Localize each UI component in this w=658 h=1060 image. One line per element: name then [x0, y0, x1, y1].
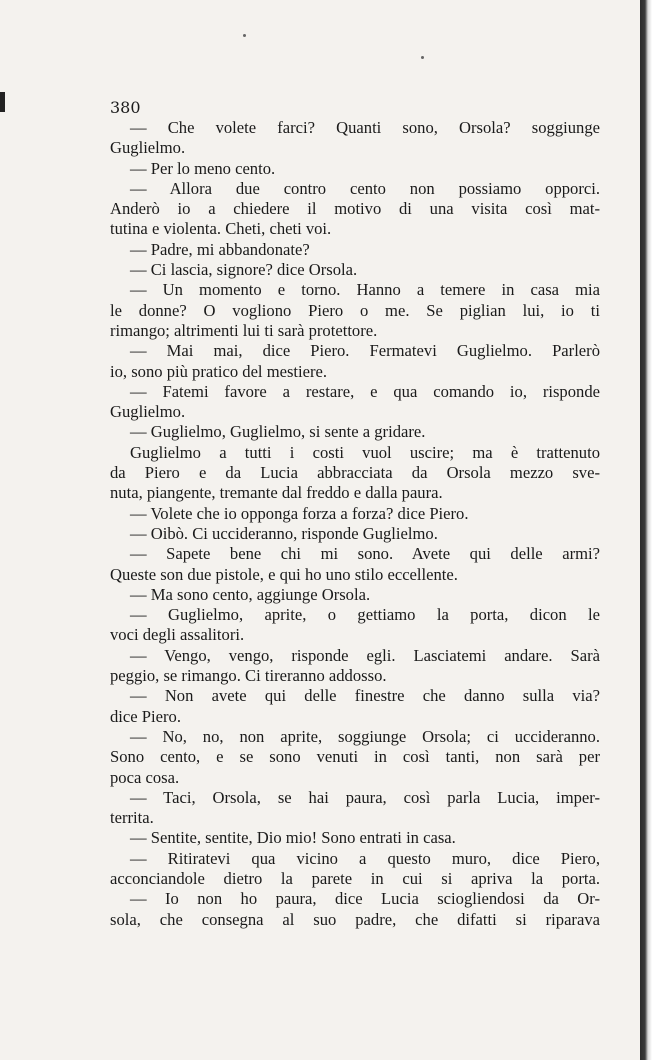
text-line: — Allora due contro cento non possiamo opporci. — [130, 178, 600, 198]
text-line: — Io non ho paura, dice Lucia sciogliendosi da Or- — [130, 889, 600, 909]
text-line: — Ritiratevi qua vicino a questo muro, dice Piero, — [130, 848, 600, 868]
text-line: — Padre, mi abbandonate? — [130, 239, 310, 259]
text-line: territa. — [110, 808, 154, 828]
text-line: — Sentite, sentite, Dio mio! Sono entrati in casa. — [130, 828, 456, 848]
text-line: — Oibò. Ci uccideranno, risponde Guglielmo. — [130, 523, 438, 543]
text-line: — Che volete farci? Quanti sono, Orsola? soggiunge — [130, 118, 600, 137]
text-line: — Non avete qui delle finestre che danno sulla via? — [130, 686, 600, 706]
text-line: peggio, se rimango. Ci tireranno addosso. — [110, 666, 387, 686]
text-line: — Volete che io opponga forza a forza? dice Piero. — [130, 503, 469, 523]
body-text — [110, 118, 600, 930]
page-right-edge — [640, 0, 658, 1060]
text-line: — Un momento e torno. Hanno a temere in casa mia — [130, 280, 600, 300]
text-line: — Ma sono cento, aggiunge Orsola. — [130, 584, 371, 604]
text-line: Guglielmo. — [110, 138, 186, 158]
speck — [421, 56, 424, 59]
text-line: acconciandole dietro la parete in cui si apriva la porta. — [110, 868, 600, 888]
text-line: — Guglielmo, Guglielmo, si sente a gridare. — [130, 422, 426, 442]
text-line: rimango; altrimenti lui ti sarà protettore. — [110, 320, 378, 340]
text-line: da Piero e da Lucia abbracciata da Orsola mezzo sve- — [110, 463, 600, 483]
text-line: — Guglielmo, aprite, o gettiamo la porta, dicon le — [130, 605, 600, 625]
scan-edge-mark — [0, 92, 5, 112]
text-line: dice Piero. — [110, 706, 181, 726]
page-number: 380 — [110, 98, 141, 117]
text-line: — Mai mai, dice Piero. Fermatevi Guglielmo. Parlerò — [130, 341, 600, 361]
text-line: Sono cento, e se sono venuti in così tanti, non sarà per — [110, 747, 600, 767]
text-line: Guglielmo. — [110, 402, 186, 422]
text-line: — Fatemi favore a restare, e qua comando io, risponde — [130, 381, 600, 401]
text-line: Anderò io a chiedere il motivo di una visita così mat- — [110, 199, 600, 219]
text-line: nuta, piangente, tremante dal freddo e dalla paura. — [110, 483, 443, 503]
text-line: tutina e violenta. Cheti, cheti voi. — [110, 219, 332, 239]
text-line: — Ci lascia, signore? dice Orsola. — [130, 260, 358, 280]
speck — [243, 34, 246, 37]
text-line: — Sapete bene chi mi sono. Avete qui delle armi? — [130, 544, 600, 564]
text-line: le donne? O vogliono Piero o me. Se piglian lui, io ti — [110, 300, 600, 320]
text-line: poca cosa. — [110, 767, 180, 787]
text-line: voci degli assalitori. — [110, 625, 245, 645]
text-line: Guglielmo a tutti i costi vuol uscire; ma è trattenuto — [130, 442, 600, 462]
text-line: io, sono più pratico del mestiere. — [110, 361, 328, 381]
text-line: — Per lo meno cento. — [130, 158, 276, 178]
text-line: — Vengo, vengo, risponde egli. Lasciatemi andare. Sarà — [130, 645, 600, 665]
text-line: — Taci, Orsola, se hai paura, così parla Lucia, imper- — [130, 787, 600, 807]
text-line: Queste son due pistole, e qui ho uno stilo eccellente. — [110, 564, 458, 584]
text-line: — No, no, non aprite, soggiunge Orsola; ci uccideranno. — [130, 726, 600, 746]
text-line: sola, che consegna al suo padre, che difatti si riparava — [110, 909, 600, 929]
